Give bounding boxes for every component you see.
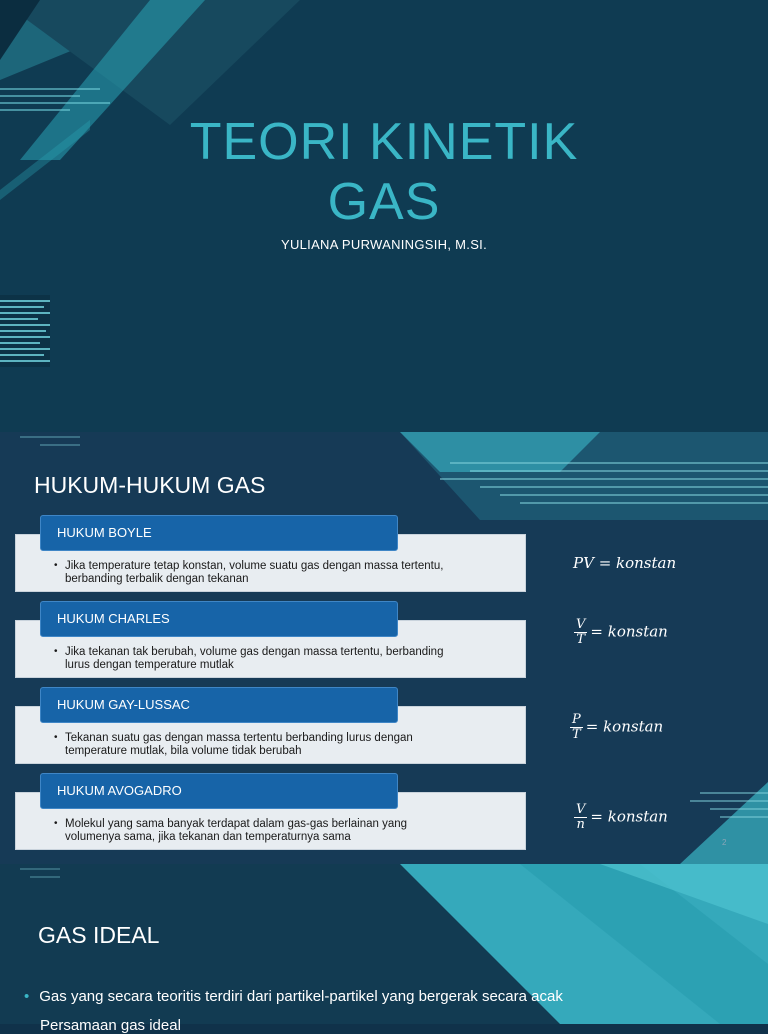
law-description [54, 560, 505, 586]
formula-boyle: PV = konstan [573, 554, 677, 572]
bottom-right-triangle [680, 782, 768, 864]
formula-avogadro [574, 803, 668, 832]
law-desc-line-2: temperature mutlak, bila volume tidak berubah [65, 745, 302, 757]
formula-charles [574, 618, 668, 647]
formula-numerator: V [576, 617, 586, 632]
title-line-1: TEORI KINETIK [189, 113, 579, 171]
law-desc-line-1: Jika tekanan tak berubah, volume gas dengan massa tertentu, berbanding [65, 646, 444, 658]
law-header-avogadro: HUKUM AVOGADRO [40, 773, 398, 809]
law-header-charles: HUKUM CHARLES [40, 601, 398, 637]
top-left-stripe-lines [20, 436, 80, 446]
law-header-gay-lussac: HUKUM GAY-LUSSAC [40, 687, 398, 723]
title-line-2: GAS [327, 173, 441, 231]
law-desc-line-1: Jika temperature tetap konstan, volume suatu gas dengan massa tertentu, [65, 560, 444, 572]
law-desc-line-1: Tekanan suatu gas dengan massa tertentu berbanding lurus dengan [65, 732, 413, 744]
bullet-item [24, 988, 563, 1005]
formula-numerator: V [576, 802, 586, 817]
bullet-icon: • [54, 818, 58, 829]
presentation-title [0, 112, 768, 232]
formula-denominator: T [576, 632, 586, 647]
formula-gay-lussac [570, 713, 663, 742]
law-description [54, 646, 505, 672]
law-header-boyle: HUKUM BOYLE [40, 515, 398, 551]
formula-denominator: T [572, 727, 581, 742]
author-name: YULIANA PURWANINGSIH, M.SI. [280, 237, 488, 252]
bullet-icon: • [24, 988, 30, 1005]
section-title: GAS IDEAL [38, 922, 160, 948]
formula-numerator: P [572, 712, 581, 727]
bullet-icon: • [54, 646, 58, 657]
slide-gas-laws [0, 432, 768, 864]
page-number: 2 [722, 838, 727, 847]
formula-rhs: = konstan [590, 622, 668, 641]
law-desc-line-2: lurus dengan temperature mutlak [65, 659, 234, 671]
left-stripe-lines [20, 868, 60, 878]
formula-fraction [574, 618, 587, 647]
bullet-item-partial: Persamaan gas ideal [40, 1017, 181, 1034]
formula-denominator: n [576, 817, 585, 832]
law-description [54, 818, 505, 844]
law-desc-line-2: volumenya sama, jika tekanan dan temperaturnya sama [65, 831, 351, 843]
section-title: HUKUM-HUKUM GAS [34, 472, 266, 498]
slide-title [0, 0, 768, 432]
bullet-text: Gas yang secara teoritis terdiri dari partikel-partikel yang bergerak secara acak [39, 988, 563, 1005]
law-desc-line-2: berbanding terbalik dengan tekanan [65, 573, 249, 585]
formula-fraction [574, 803, 587, 832]
slide-gas-ideal [0, 864, 768, 1034]
bullet-icon: • [54, 732, 58, 743]
law-desc-line-1: Molekul yang sama banyak terdapat dalam gas-gas berlainan yang [65, 818, 408, 830]
bullet-icon: • [54, 560, 58, 571]
formula-fraction [570, 713, 583, 742]
formula-rhs: = konstan [590, 807, 668, 826]
formula-rhs: = konstan [585, 717, 664, 736]
law-description [54, 732, 505, 758]
